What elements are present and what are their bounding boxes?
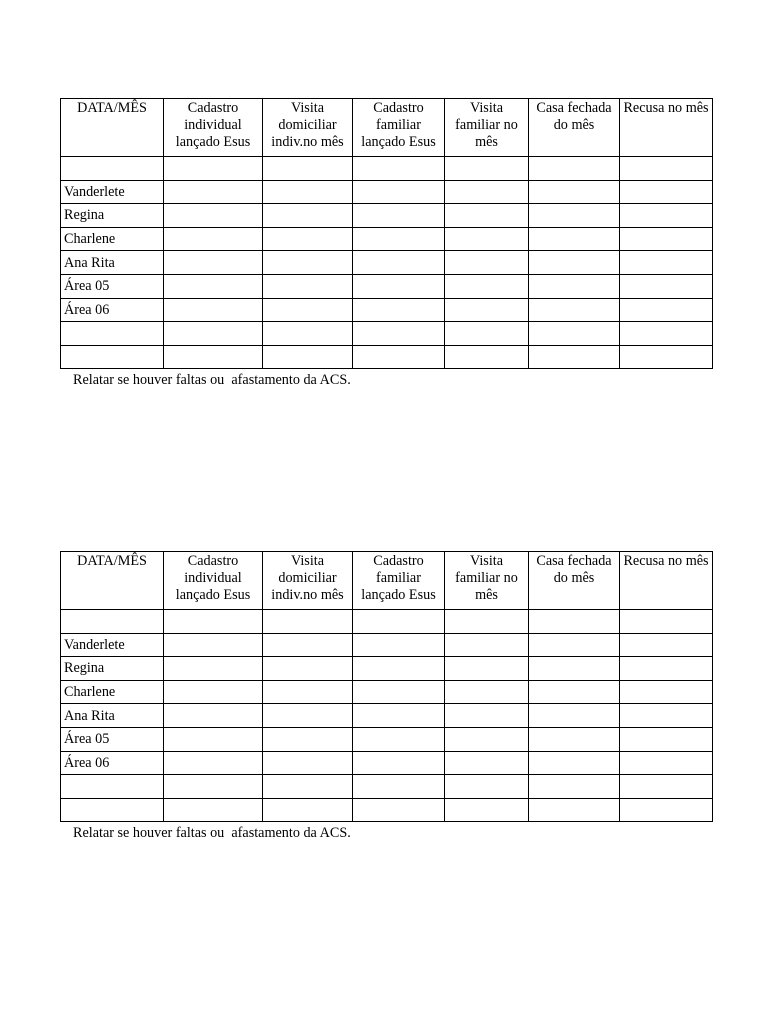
header-casa-fechada: Casa fechada do mês [529,552,620,610]
table-row [61,727,713,751]
entry-cell[interactable] [353,298,445,322]
row-label: Ana Rita [61,251,164,275]
entry-cell[interactable] [620,680,713,704]
row-label: Vanderlete [61,180,164,204]
row-label: Charlene [61,680,164,704]
entry-cell[interactable] [620,157,713,181]
entry-cell[interactable] [164,322,263,346]
row-label [61,798,164,822]
entry-cell[interactable] [445,227,529,251]
entry-cell[interactable] [445,322,529,346]
entry-cell[interactable] [445,775,529,799]
entry-cell[interactable] [529,345,620,369]
entry-cell[interactable] [164,680,263,704]
entry-cell[interactable] [620,204,713,228]
entry-cell[interactable] [263,180,353,204]
row-label [61,157,164,181]
entry-cell[interactable] [164,157,263,181]
entry-cell[interactable] [620,751,713,775]
entry-cell[interactable] [529,704,620,728]
entry-cell[interactable] [164,727,263,751]
entry-cell[interactable] [445,751,529,775]
entry-cell[interactable] [263,657,353,681]
entry-cell[interactable] [529,204,620,228]
table-body [61,157,713,369]
entry-cell[interactable] [445,610,529,634]
entry-cell[interactable] [620,251,713,275]
row-label [61,322,164,346]
entry-cell[interactable] [263,798,353,822]
entry-cell[interactable] [445,704,529,728]
entry-cell[interactable] [445,680,529,704]
entry-cell[interactable] [445,274,529,298]
entry-cell[interactable] [263,251,353,275]
entry-cell[interactable] [445,180,529,204]
table-row [61,251,713,275]
entry-cell[interactable] [529,680,620,704]
entry-cell[interactable] [445,633,529,657]
entry-cell[interactable] [353,251,445,275]
entry-cell[interactable] [164,610,263,634]
absence-note: Relatar se houver faltas ou afastamento da ACS. [73,825,351,842]
entry-cell[interactable] [529,633,620,657]
entry-cell[interactable] [263,345,353,369]
entry-cell[interactable] [353,633,445,657]
entry-cell[interactable] [620,345,713,369]
entry-cell[interactable] [164,798,263,822]
table-row [61,633,713,657]
entry-cell[interactable] [445,157,529,181]
header-data-mes: DATA/MÊS [61,552,164,610]
table-row [61,180,713,204]
entry-cell[interactable] [620,274,713,298]
entry-cell[interactable] [353,274,445,298]
header-visita-domiciliar: Visita domiciliar indiv.no mês [263,99,353,157]
entry-cell[interactable] [620,704,713,728]
table-row [61,204,713,228]
table-row [61,657,713,681]
report-sheet-2 [60,551,712,841]
monthly-report-table-2 [60,551,713,822]
entry-cell[interactable] [164,298,263,322]
table-row [61,610,713,634]
entry-cell[interactable] [620,657,713,681]
entry-cell[interactable] [263,157,353,181]
entry-cell[interactable] [445,657,529,681]
table-row [61,751,713,775]
row-label: Ana Rita [61,704,164,728]
entry-cell[interactable] [263,704,353,728]
table-row [61,322,713,346]
entry-cell[interactable] [164,274,263,298]
entry-cell[interactable] [353,775,445,799]
entry-cell[interactable] [529,251,620,275]
table-row [61,298,713,322]
entry-cell[interactable] [445,345,529,369]
entry-cell[interactable] [445,727,529,751]
row-label [61,610,164,634]
entry-cell[interactable] [164,704,263,728]
entry-cell[interactable] [620,798,713,822]
row-label: Vanderlete [61,633,164,657]
header-recusa: Recusa no mês [620,99,713,157]
entry-cell[interactable] [620,727,713,751]
entry-cell[interactable] [263,204,353,228]
entry-cell[interactable] [263,633,353,657]
entry-cell[interactable] [164,751,263,775]
table-header-row [61,552,713,610]
entry-cell[interactable] [164,657,263,681]
table-row [61,704,713,728]
entry-cell[interactable] [529,298,620,322]
entry-cell[interactable] [263,274,353,298]
row-label: Área 05 [61,274,164,298]
entry-cell[interactable] [353,345,445,369]
entry-cell[interactable] [620,322,713,346]
entry-cell[interactable] [164,633,263,657]
entry-cell[interactable] [353,157,445,181]
table-row [61,345,713,369]
report-sheet-1 [60,98,712,388]
entry-cell[interactable] [164,345,263,369]
entry-cell[interactable] [620,775,713,799]
entry-cell[interactable] [164,227,263,251]
entry-cell[interactable] [263,322,353,346]
entry-cell[interactable] [353,751,445,775]
entry-cell[interactable] [529,180,620,204]
header-casa-fechada: Casa fechada do mês [529,99,620,157]
entry-cell[interactable] [445,251,529,275]
entry-cell[interactable] [529,157,620,181]
header-recusa: Recusa no mês [620,552,713,610]
row-label: Regina [61,657,164,681]
header-cadastro-individual: Cadastro individual lançado Esus [164,99,263,157]
entry-cell[interactable] [353,798,445,822]
row-label: Área 06 [61,751,164,775]
entry-cell[interactable] [529,798,620,822]
table-body [61,610,713,822]
entry-cell[interactable] [620,633,713,657]
entry-cell[interactable] [620,610,713,634]
header-cadastro-familiar: Cadastro familiar lançado Esus [353,552,445,610]
entry-cell[interactable] [620,180,713,204]
absence-note: Relatar se houver faltas ou afastamento da ACS. [73,372,351,389]
row-label [61,775,164,799]
entry-cell[interactable] [529,657,620,681]
entry-cell[interactable] [164,251,263,275]
entry-cell[interactable] [164,775,263,799]
entry-cell[interactable] [164,204,263,228]
entry-cell[interactable] [353,180,445,204]
row-label: Área 06 [61,298,164,322]
table-row [61,798,713,822]
entry-cell[interactable] [353,204,445,228]
row-label: Charlene [61,227,164,251]
entry-cell[interactable] [263,298,353,322]
table-row [61,680,713,704]
table-row [61,157,713,181]
entry-cell[interactable] [445,298,529,322]
entry-cell[interactable] [263,680,353,704]
entry-cell[interactable] [263,610,353,634]
entry-cell[interactable] [529,751,620,775]
entry-cell[interactable] [529,322,620,346]
entry-cell[interactable] [263,727,353,751]
table-row [61,227,713,251]
entry-cell[interactable] [445,204,529,228]
header-cadastro-individual: Cadastro individual lançado Esus [164,552,263,610]
entry-cell[interactable] [353,727,445,751]
entry-cell[interactable] [620,227,713,251]
entry-cell[interactable] [263,775,353,799]
table-header-row [61,99,713,157]
row-label: Regina [61,204,164,228]
row-label [61,345,164,369]
entry-cell[interactable] [164,180,263,204]
entry-cell[interactable] [353,680,445,704]
monthly-report-table-1 [60,98,713,369]
table-row [61,274,713,298]
entry-cell[interactable] [353,227,445,251]
header-data-mes: DATA/MÊS [61,99,164,157]
header-visita-familiar: Visita familiar no mês [445,552,529,610]
entry-cell[interactable] [263,227,353,251]
entry-cell[interactable] [353,610,445,634]
row-label: Área 05 [61,727,164,751]
header-visita-familiar: Visita familiar no mês [445,99,529,157]
entry-cell[interactable] [353,322,445,346]
header-cadastro-familiar: Cadastro familiar lançado Esus [353,99,445,157]
entry-cell[interactable] [353,704,445,728]
entry-cell[interactable] [353,657,445,681]
entry-cell[interactable] [445,798,529,822]
entry-cell[interactable] [529,227,620,251]
entry-cell[interactable] [529,610,620,634]
entry-cell[interactable] [529,274,620,298]
header-visita-domiciliar: Visita domiciliar indiv.no mês [263,552,353,610]
entry-cell[interactable] [620,298,713,322]
table-row [61,775,713,799]
entry-cell[interactable] [263,751,353,775]
entry-cell[interactable] [529,727,620,751]
entry-cell[interactable] [529,775,620,799]
